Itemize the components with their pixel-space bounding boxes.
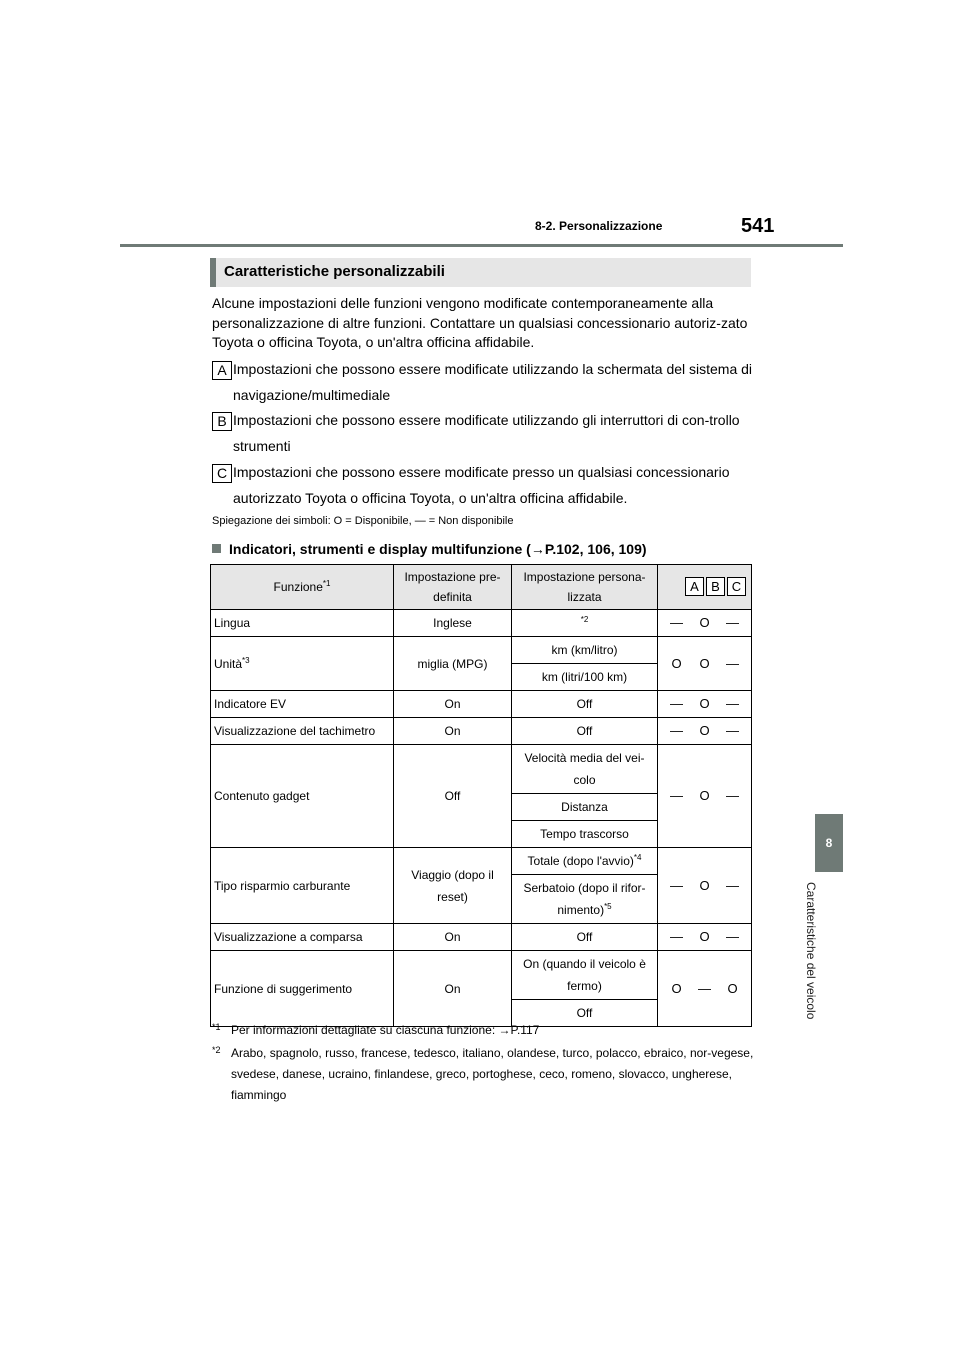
table-row — [211, 637, 752, 664]
chapter-label: Caratteristiche del veicolo — [804, 882, 818, 1020]
table-row — [211, 951, 752, 1000]
footnote: *1 Per informazioni dettagliate su ciascuna funzione: →P.117 — [212, 1022, 540, 1037]
legend-text-c: Impostazioni che possono essere modificate presso un qualsiasi concessionario autorizzato Toyota o officina Toyota, o un'altra officina affidabile. — [233, 464, 730, 506]
subsection-ref[interactable]: P.102, 106, 109) — [544, 541, 647, 557]
legend-text-b: Impostazioni che possono essere modificate utilizzando gli interruttori di con-trollo strumenti — [233, 412, 740, 454]
row-custom: Serbatoio (dopo il rifor-nimento)$^{*5}$ — [512, 875, 658, 924]
row-custom: Totale (dopo l'avvio)$^{*4}$ — [512, 848, 658, 875]
header-function: Funzione$^{*1}$ — [211, 565, 394, 610]
header-col-a: A — [685, 577, 704, 596]
row-availability: — O — — [658, 718, 752, 745]
table-header-row — [211, 565, 752, 610]
row-availability: — O — — [658, 848, 752, 924]
legend-item-c — [0, 460, 760, 512]
row-function: Lingua — [211, 610, 394, 637]
chapter-number: 8 — [825, 836, 833, 850]
row-availability: — O — — [658, 691, 752, 718]
row-default: On — [394, 691, 512, 718]
legend-key-c: C — [212, 464, 232, 483]
legend-item-a — [0, 357, 760, 409]
header-abc — [658, 565, 752, 610]
intro-paragraph: Alcune impostazioni delle funzioni vengono modificate contemporaneamente alla personalizzazione di altre funzioni. Contattare un qualsiasi concessionario autoriz-zato Toyota o officina Toyota, o un'altra officina affidabile. — [212, 295, 748, 350]
legend-text-a: Impostazioni che possono essere modificate utilizzando la schermata del sistema di navigazione/multimediale — [233, 361, 753, 403]
subsection-prefix: Indicatori, strumenti e display multifunzione ( — [229, 541, 531, 557]
row-function: Tipo risparmio carburante — [211, 848, 394, 924]
row-availability: — O — — [658, 745, 752, 848]
row-custom: Off — [512, 924, 658, 951]
subsection-heading — [212, 541, 647, 557]
row-custom: Off — [512, 1000, 658, 1027]
footnotes — [212, 1020, 757, 1106]
square-bullet-icon — [212, 544, 221, 553]
row-availability: O — O — [658, 951, 752, 1027]
row-default: miglia (MPG) — [394, 637, 512, 691]
row-function: Visualizzazione del tachimetro — [211, 718, 394, 745]
row-default: Inglese — [394, 610, 512, 637]
table-row — [211, 691, 752, 718]
legend-key-b: B — [212, 412, 232, 431]
header-rule — [120, 244, 843, 247]
row-custom: Off — [512, 718, 658, 745]
legend-item-b — [0, 408, 760, 460]
footnote: *2 Arabo, spagnolo, russo, francese, tedesco, italiano, olandese, turco, polacco, ebraico, nor-vegese, svedese, danese, ucraino, finlandese, greco, portoghese, ceco, romeno, slovacco, ungherese, fiammingo — [212, 1045, 754, 1102]
row-default: On — [394, 951, 512, 1027]
header-custom: Impostazione persona-lizzata — [512, 565, 658, 610]
section-header: 8-2. Personalizzazione — [535, 219, 663, 233]
legend-key-a: A — [212, 361, 232, 380]
page-number: 541 — [741, 215, 775, 237]
table-row — [211, 924, 752, 951]
arrow-icon: → — [530, 541, 545, 557]
row-default: On — [394, 924, 512, 951]
row-default: Viaggio (dopo il reset) — [394, 848, 512, 924]
row-custom: km (km/litro) — [512, 637, 658, 664]
row-function: Indicatore EV — [211, 691, 394, 718]
section-title: Caratteristiche personalizzabili — [224, 263, 445, 280]
row-custom: On (quando il veicolo è fermo) — [512, 951, 658, 1000]
customization-table — [210, 564, 752, 1027]
row-custom: km (litri/100 km) — [512, 664, 658, 691]
row-custom: *2 — [512, 610, 658, 637]
row-function: Contenuto gadget — [211, 745, 394, 848]
header-col-b: B — [706, 577, 725, 596]
row-custom: Distanza — [512, 794, 658, 821]
table-row — [211, 718, 752, 745]
chapter-tab[interactable] — [815, 814, 843, 872]
row-availability: — O — — [658, 610, 752, 637]
header-col-c: C — [727, 577, 746, 596]
row-availability: O O — — [658, 637, 752, 691]
row-default: On — [394, 718, 512, 745]
table-row — [211, 848, 752, 875]
row-custom: Off — [512, 691, 658, 718]
row-default: Off — [394, 745, 512, 848]
row-function: Funzione di suggerimento — [211, 951, 394, 1027]
table-row — [211, 745, 752, 794]
title-accent — [210, 258, 216, 287]
row-function: Unità$^{*3}$ — [211, 637, 394, 691]
symbols-note: Spiegazione dei simboli: O = Disponibile, — = Non disponibile — [212, 515, 514, 527]
table-row — [211, 610, 752, 637]
row-availability: — O — — [658, 924, 752, 951]
row-custom: Tempo trascorso — [512, 821, 658, 848]
section-title-bar — [210, 258, 751, 287]
header-default: Impostazione pre-definita — [394, 565, 512, 610]
row-function: Visualizzazione a comparsa — [211, 924, 394, 951]
row-custom: Velocità media del vei-colo — [512, 745, 658, 794]
